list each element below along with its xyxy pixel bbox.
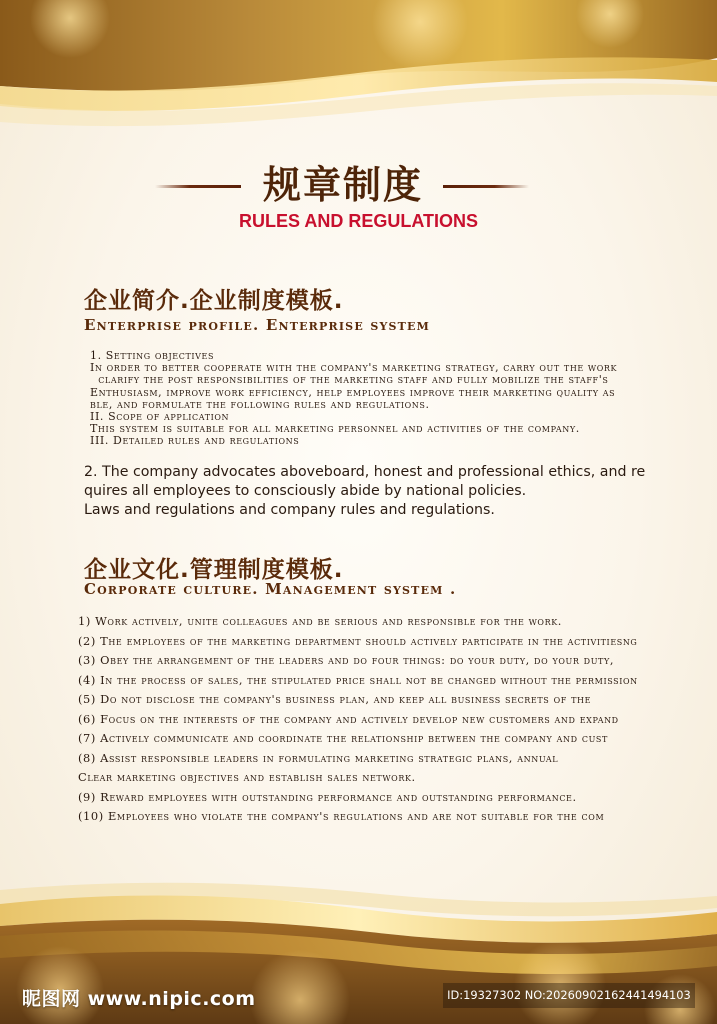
page-title: 规章制度	[262, 163, 423, 207]
title-divider-left	[155, 185, 241, 188]
title-divider-right	[443, 185, 529, 188]
section1-heading-cn: 企业简介.企业制度模板.	[84, 288, 344, 314]
text-line: 2. The company advocates aboveboard, honest and professional ethics, and re	[84, 464, 646, 480]
title-row	[0, 160, 717, 214]
image-id-badge: ID:19327302 NO:20260902162441494103	[443, 983, 695, 1008]
section1-small-text	[90, 350, 617, 448]
list-item: (6) Focus on the interests of the company and actively develop new customers and expand	[78, 711, 619, 726]
text-line: clarify the post responsibilities of the marketing staff and fully mobilize the staff's	[90, 373, 609, 387]
list-item: 1) Work actively, unite colleagues and be serious and responsible for the work.	[78, 614, 563, 628]
section1-body-text	[84, 463, 645, 520]
list-item: (5) Do not disclose the company's business plan, and keep all business secrets of the	[78, 692, 592, 706]
text-line: Enthusiasm, improve work efficiency, help employees improve their marketing quality as	[90, 385, 616, 399]
text-line: quires all employees to consciously abide by national policies.	[84, 483, 527, 499]
text-line: 1. Setting objectives	[90, 349, 215, 362]
list-item: (4) In the process of sales, the stipulated price shall not be changed without the permission	[78, 672, 638, 687]
gold-wave-top	[0, 0, 717, 150]
text-line: Laws and regulations and company rules and regulations.	[84, 502, 495, 518]
section2-heading-cn: 企业文化.管理制度模板.	[84, 557, 344, 583]
section2-list	[78, 612, 638, 827]
list-item: Clear marketing objectives and establish sales network.	[78, 770, 416, 784]
text-line: III. Detailed rules and regulations	[90, 434, 300, 448]
list-item: (7) Actively communicate and coordinate the relationship between the company and cust	[78, 731, 608, 745]
text-line: ble, and formulate the following rules and regulations.	[90, 397, 430, 411]
section1-heading-en: Enterprise profile. Enterprise system	[84, 316, 431, 334]
section2-heading-en: Corporate culture. Management system .	[84, 580, 457, 598]
list-item: (9) Reward employees with outstanding performance and outstanding performance.	[78, 789, 577, 804]
text-line: In order to better cooperate with the company's marketing strategy, carry out the work	[90, 361, 618, 375]
list-item: (10) Employees who violate the company's regulations and are not suitable for the com	[78, 809, 605, 823]
text-line: This system is suitable for all marketing personnel and activities of the company.	[90, 422, 580, 436]
list-item: (2) The employees of the marketing department should actively participate in the activitiesng	[78, 633, 638, 648]
list-item: (3) Obey the arrangement of the leaders and do four things: do your duty, do your duty,	[78, 653, 615, 667]
page-subtitle: RULES AND REGULATIONS	[238, 211, 478, 231]
list-item: (8) Assist responsible leaders in formulating marketing strategic plans, annual	[78, 750, 559, 765]
text-line: II. Scope of application	[90, 410, 230, 424]
site-logo: 昵图网 www.nipic.com	[22, 988, 256, 1010]
